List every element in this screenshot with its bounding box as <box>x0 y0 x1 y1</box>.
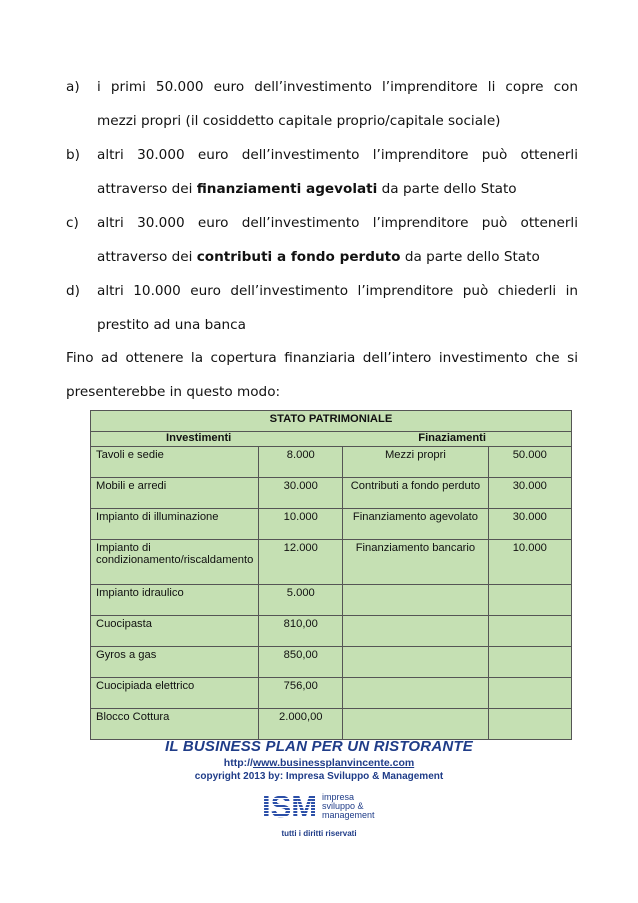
table-row <box>91 647 572 678</box>
investment-value: 8.000 <box>259 447 343 478</box>
table-row <box>91 709 572 740</box>
table-row <box>91 478 572 509</box>
investment-value: 810,00 <box>259 616 343 647</box>
footer-copyright: copyright 2013 by: Impresa Sviluppo & Management <box>194 771 444 782</box>
investment-name: Cuocipiada elettrico <box>91 678 259 709</box>
investment-value: 10.000 <box>259 509 343 540</box>
list-item-bold: contributi a fondo perduto <box>196 249 401 265</box>
investment-name: Mobili e arredi <box>91 478 259 509</box>
funding-name <box>343 647 488 678</box>
table-row <box>91 678 572 709</box>
list-item-line2-post: da parte dello Stato <box>400 249 540 265</box>
investment-name: Gyros a gas <box>91 647 259 678</box>
table-row <box>91 540 572 585</box>
list-marker: a) <box>66 79 80 95</box>
page-footer <box>0 738 638 782</box>
investment-name: Tavoli e sedie <box>91 447 259 478</box>
paragraph-line: presenterebbe in questo modo: <box>66 384 281 400</box>
table-row <box>91 616 572 647</box>
list-item-line1: i primi 50.000 euro dell’investimento l’imprenditore li copre con <box>97 79 578 95</box>
body-paragraph <box>66 341 578 409</box>
investment-value: 5.000 <box>259 585 343 616</box>
funding-value: 10.000 <box>488 540 571 585</box>
list-item-line2: attraverso dei <box>97 181 197 197</box>
funding-value <box>488 709 571 740</box>
funding-value: 50.000 <box>488 447 571 478</box>
investment-value: 756,00 <box>259 678 343 709</box>
logo-mark: ISM <box>262 790 318 822</box>
logo-line3: management <box>322 810 375 820</box>
logo-line1: impresa <box>322 792 355 802</box>
footer-title: IL BUSINESS PLAN PER UN RISTORANTE <box>165 738 473 755</box>
funding-name <box>343 678 488 709</box>
investment-name: Impianto di condizionamento/riscaldamento <box>91 540 259 585</box>
table-column-headers <box>91 432 572 447</box>
funding-name: Finanziamento bancario <box>343 540 488 585</box>
list-item-line1: altri 10.000 euro dell’investimento l’imprenditore può chiederli in <box>97 283 578 299</box>
funding-value <box>488 616 571 647</box>
list-marker: c) <box>66 215 79 231</box>
funding-name: Contributi a fondo perduto <box>343 478 488 509</box>
list-item <box>66 70 578 138</box>
list-item-line2: prestito ad una banca <box>97 317 246 333</box>
paragraph-line: Fino ad ottenere la copertura finanziaria dell’intero investimento che si <box>66 350 578 366</box>
funding-name <box>343 585 488 616</box>
header-finanziamenti: Finaziamenti <box>418 432 486 444</box>
investment-name: Cuocipasta <box>91 616 259 647</box>
list-item-line1: altri 30.000 euro dell’investimento l’imprenditore può ottenerli <box>97 147 578 163</box>
list-item-line2-post: da parte dello Stato <box>377 181 517 197</box>
list-item <box>66 274 578 342</box>
header-investimenti: Investimenti <box>166 432 232 444</box>
list-marker: d) <box>66 283 80 299</box>
table-row <box>91 585 572 616</box>
investment-name: Impianto idraulico <box>91 585 259 616</box>
list-item-line2: mezzi propri (il cosiddetto capitale proprio/capitale sociale) <box>97 113 501 129</box>
table-row <box>91 447 572 478</box>
funding-value <box>488 678 571 709</box>
investment-value: 30.000 <box>259 478 343 509</box>
funding-name <box>343 616 488 647</box>
footer-url <box>0 757 638 769</box>
list-item-line1: altri 30.000 euro dell’investimento l’imprenditore può ottenerli <box>97 215 578 231</box>
ism-logo <box>262 790 382 822</box>
list-item <box>66 206 578 274</box>
funding-name <box>343 709 488 740</box>
funding-value <box>488 585 571 616</box>
balance-sheet-table <box>90 410 572 740</box>
url-prefix: http:// <box>223 757 253 769</box>
funding-name: Finanziamento agevolato <box>343 509 488 540</box>
list-item <box>66 138 578 206</box>
funding-value: 30.000 <box>488 478 571 509</box>
website-link[interactable]: www.businessplanvincente.com <box>252 757 415 769</box>
investment-value: 12.000 <box>259 540 343 585</box>
list-marker: b) <box>66 147 80 163</box>
investment-value: 850,00 <box>259 647 343 678</box>
funding-value <box>488 647 571 678</box>
table-title: STATO PATRIMONIALE <box>91 411 572 432</box>
list-item-bold: finanziamenti agevolati <box>196 181 378 197</box>
rights-reserved: tutti i diritti riservati <box>281 829 357 838</box>
funding-value: 30.000 <box>488 509 571 540</box>
funding-list <box>66 70 578 342</box>
table-row <box>91 509 572 540</box>
investment-value: 2.000,00 <box>259 709 343 740</box>
investment-name: Impianto di illuminazione <box>91 509 259 540</box>
investment-name: Blocco Cottura <box>91 709 259 740</box>
funding-name: Mezzi propri <box>343 447 488 478</box>
list-item-line2: attraverso dei <box>97 249 197 265</box>
logo-line2: sviluppo & <box>322 801 364 811</box>
